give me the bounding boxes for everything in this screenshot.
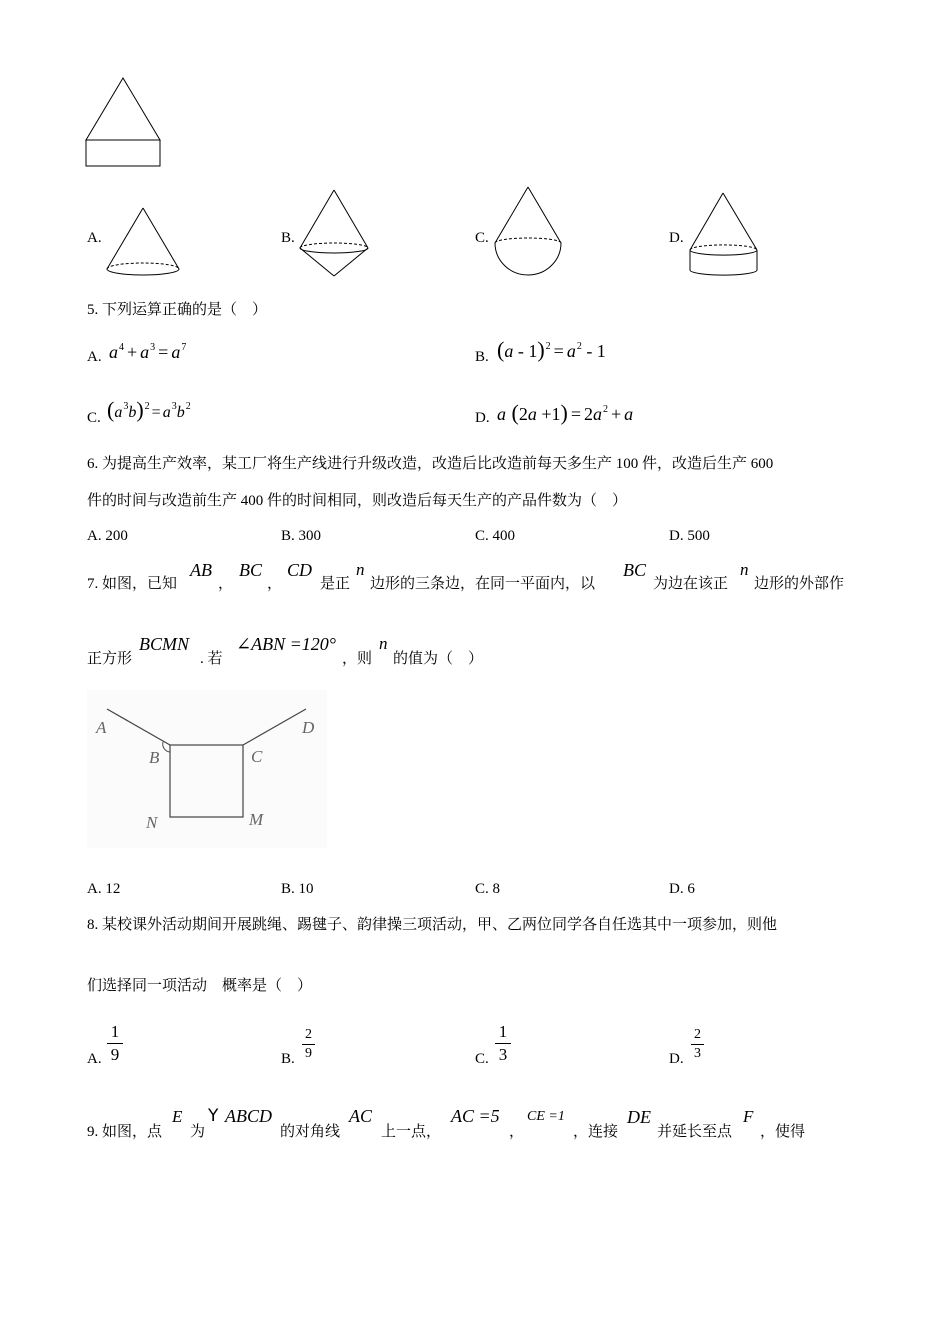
q6-option-c[interactable]: C. 400 [475,528,516,544]
q8-option-d-label[interactable]: D. [669,1051,684,1067]
q9-parallelogram-abcd: ABCD [225,1106,272,1126]
q7-option-c[interactable]: C. 8 [475,881,501,897]
q7-option-a[interactable]: A. 12 [87,881,121,897]
q7-text-4: 为边在该正 [653,576,729,592]
q7-text-9: 的值为（ ） [393,651,484,667]
q4-option-b-label[interactable]: B. [281,230,295,246]
q7-angle-condition: ∠ABN =120° [236,634,336,654]
q9-text-7: ，使得 [760,1124,806,1140]
q5-option-a-expr: $a^4 + a^3 = a^7$ [109,342,187,362]
q8-option-b-label[interactable]: B. [281,1051,295,1067]
q7-comma-2: ， [267,576,283,592]
q9-point-f: F [743,1107,754,1126]
q9-text-2: 为 [190,1124,206,1140]
q7-fig-label-n: N [146,813,158,832]
q7-segment-bc-2: BC [623,560,647,580]
q7-fig-label-d: D [302,718,315,737]
q8-option-b-fraction [302,1027,315,1062]
q7-var-n-2: n [740,560,749,579]
q9-diagonal-ac: AC [349,1106,373,1126]
q7-option-b[interactable]: B. 10 [281,881,314,897]
q5-option-a-label[interactable]: A. [87,349,102,365]
q8-option-c-fraction [495,1022,511,1065]
q5-option-d-label[interactable]: D. [475,410,490,426]
q4-option-c-label[interactable]: C. [475,230,489,246]
q9-point-e: E [172,1107,183,1126]
q7-square-bcmn: BCMN [139,634,190,654]
q8-option-d-denominator: 3 [694,1046,701,1061]
q8-option-a-fraction [107,1022,123,1065]
q5-option-b-label[interactable]: B. [475,349,489,365]
q8-option-c-denominator: 3 [498,1045,508,1064]
q9-segment-de: DE [627,1107,651,1127]
q9-text-4: 上一点， [381,1124,442,1140]
q9-ce-length: CE =1 [527,1109,565,1124]
q8-option-b-numerator: 2 [305,1027,312,1042]
q7-text-7: . 若 [200,651,223,667]
q9-text-5: ，连接 [573,1124,619,1140]
q8-option-d-fraction [691,1027,704,1062]
q7-var-n-3: n [379,634,388,653]
q7-segment-bc: BC [239,560,263,580]
q7-text-5: 边形的外部作 [754,576,845,592]
q7-segment-cd: CD [287,560,313,580]
q8-option-a-denominator: 9 [110,1045,120,1064]
q6-option-d[interactable]: D. 500 [669,528,710,544]
q4-option-d-label[interactable]: D. [669,230,684,246]
q7-text-1: 7. 如图，已知 [87,576,178,592]
q5-stem: 5. 下列运算正确的是（ ） [87,302,268,318]
q8-option-a-numerator: 1 [110,1022,120,1041]
q9-comma: ， [509,1124,525,1140]
q7-option-d[interactable]: D. 6 [669,881,695,897]
q8-option-a-label[interactable]: A. [87,1051,102,1067]
q8-option-d-numerator: 2 [694,1027,701,1042]
q9-ac-length: AC =5 [451,1106,500,1126]
q7-text-6: 正方形 [87,651,133,667]
q9-text-6: 并延长至点 [657,1124,733,1140]
q9-text-1: 9. 如图，点 [87,1124,163,1140]
q8-option-b-denominator: 9 [305,1046,312,1061]
q7-text-3: 边形的三条边，在同一平面内，以 [370,576,596,592]
q7-fig-label-b: B [149,748,160,767]
q7-fig-label-a: A [96,718,107,737]
q9-parallelogram-symbol: Y [208,1106,219,1126]
q7-comma-1: ， [218,576,234,592]
q9-text-3: 的对角线 [280,1124,341,1140]
q5-option-c-expr: $(a^3b)^2 = a^3b^2$ [107,397,191,422]
q5-option-d-expr: a $(2a +1) = 2a^2 + a$ [497,400,634,425]
q8-option-c-label[interactable]: C. [475,1051,489,1067]
q7-segment-ab: AB [190,560,212,580]
q6-stem-line1: 6. 为提高生产效率，某工厂将生产线进行升级改造，改造后比改造前每天多生产 100 件，改造后生产 600 [87,456,774,472]
q6-option-a[interactable]: A. 200 [87,528,128,544]
q5-option-b-expr: $(a - 1)^2 = a^2 - 1$ [497,337,606,362]
q6-stem-line2: 件的时间与改造前生产 400 件的时间相同，则改造后每天生产的产品件数为（ ） [87,493,628,509]
q5-option-c-label[interactable]: C. [87,410,101,426]
q7-fig-label-m: M [249,810,264,829]
q8-option-c-numerator: 1 [498,1022,508,1041]
q7-text-8: ，则 [342,651,373,667]
q7-text-2: 是正 [320,576,351,592]
q4-option-a-label[interactable]: A. [87,230,102,246]
q8-stem-line2: 们选择同一项活动 概率是（ ） [87,978,313,994]
q7-var-n-1: n [356,560,365,579]
q7-fig-label-c: C [251,747,263,766]
q6-option-b[interactable]: B. 300 [281,528,322,544]
q8-stem-line1: 8. 某校课外活动期间开展跳绳、踢毽子、韵律操三项活动，甲、乙两位同学各自任选其中一项参加，则他 [87,917,778,933]
